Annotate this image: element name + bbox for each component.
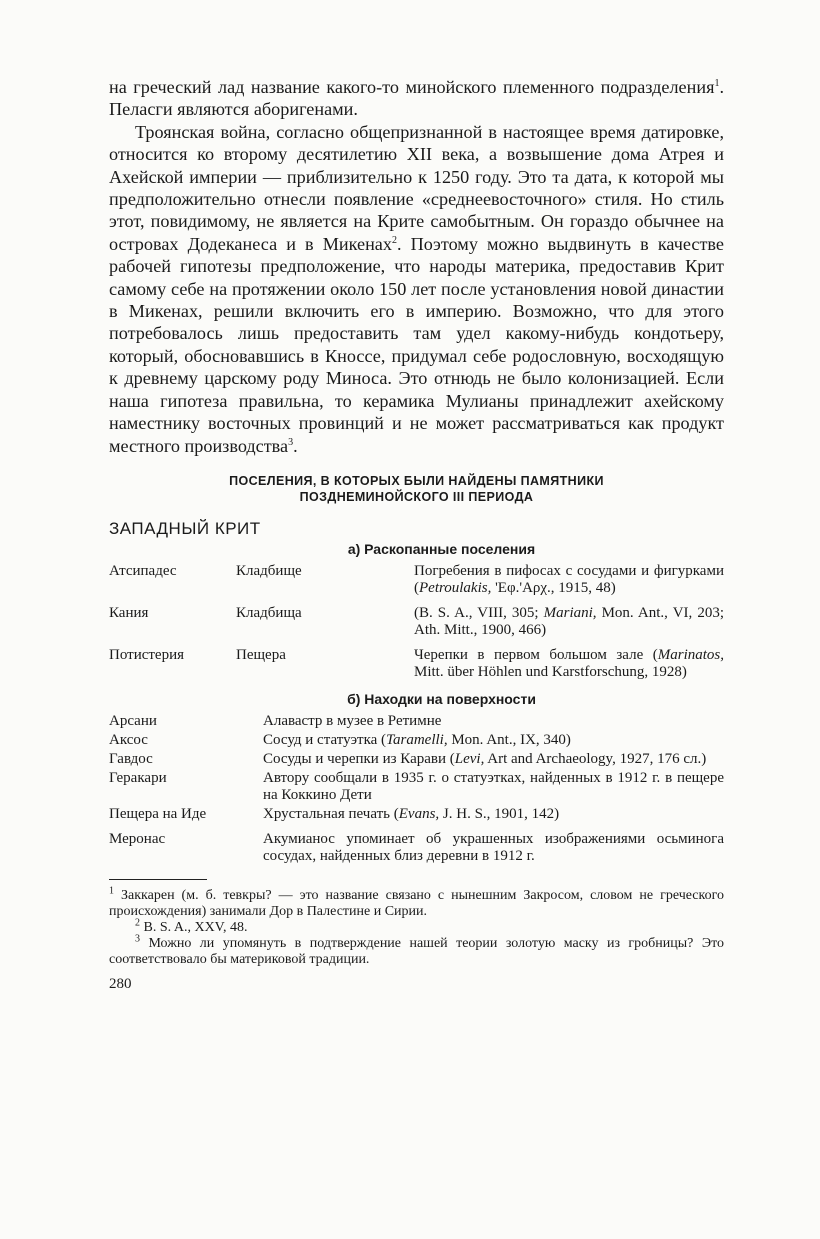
book-page [109,76,724,993]
table-row: Геракари Автору сообщали в 1935 г. о статуэтках, найденных в 1912 г. в пещере на Коккино Дети [109,769,724,803]
surface-table [109,713,724,865]
footnote-ref-1: 1 [714,77,720,89]
region-heading: ЗАПАДНЫЙ КРИТ [109,518,261,538]
footnote-2: $^2$ B. S. A., XXV, 48. [135,917,248,935]
section-title: ПОСЕЛЕНИЯ, В КОТОРЫХ БЫЛИ НАЙДЕНЫ ПАМЯТНИКИ ПОЗДНЕМИНОЙСКОГО III ПЕРИОДА [229,473,604,504]
excavated-table [109,563,724,681]
table-row: Аксос Сосуд и статуэтка (Taramelli, Mon. Ant., IX, 340) [109,731,571,748]
page-number: 280 [109,975,132,992]
table-row: Пещера на Иде Хрустальная печать (Evans, J. H. S., 1901, 142) [109,805,560,822]
footnotes [109,885,725,968]
table-row: Потистерия Пещера Черепки в первом большом зале (Marinatos, Mitt. über Höhlen und Karstforschung, 1928) [109,646,724,680]
footnote-1: $^1$ Заккарен (м. б. тевкры? — это название связано с нынешним Закросом, словом не греческого происхождения) занимали Дор в Палестине и Сирии. [109,885,725,919]
subhead-surface: б) Находки на поверхности [347,690,536,707]
table-row: Гавдос Сосуды и черепки из Карави (Levi, Art and Archaeology, 1927, 176 сл.) [109,750,707,767]
footnote-3: $^3$ Можно ли упомянуть в подтверждение нашей теории золотую маску из гробницы? Это соответствовало бы материковой традиции. [109,933,725,967]
footnote-ref-2: 2 [391,234,397,246]
paragraph-1: на греческий лад название какого-то минойского племенного подразделения$^1$. Пеласги являются аборигенами. [109,77,724,120]
footnote-divider [109,879,207,880]
paragraph-2: Троянская война, согласно общепризнанной в настоящее время датировке, относится ко второму десятилетию XII века, а возвышение дома Атрея и Ахейской империи — приблизительно к 1250 году. Это та дата, к которой мы предположительно отнесли появление «среднеевосточного» стиля. Но стиль этот, повидимому, не является на Крите самобытным. Он гораздо обычнее на островах Додеканеса и в Микенах$^2$. Поэтому можно выдвинуть в качестве рабочей гипотезы предположение, что народы материка, предоставив Крит самому себе на протяжении около 150 лет после установления новой династии в Микенах, решили включить его в империю. Возможно, что для этого потребовалось лишь предоставить там удел какому-нибудь кондотьеру, который, обосновавшись в Кноссе, придумал себе родословную, восходящую к древнему царскому роду Миноса. Это отнюдь не было колонизацией. Если наша гипотеза правильна, то керамика Мулианы принадлежит ахейскому наместнику восточных провинций и не может рассматриваться как продукт местного производства$^3$. [109,121,724,456]
table-row: Меронас Акумианос упоминает об украшенных изображениями осьминога сосудах, найденных близ деревни в 1912 г. [109,830,724,864]
table-row: Кания Кладбища (B. S. A., VIII, 305; Mariani, Mon. Ant., VI, 203; Ath. Mitt., 1900, 466) [109,604,725,638]
footnote-ref-3: 3 [288,436,294,448]
table-row: Арсани Алавастр в музее в Ретимне [109,712,442,729]
table-row: Атсипадес Кладбище Погребения в пифосах с сосудами и фигурками (Petroulakis, 'Εφ.'Αρχ., 1915, 48) [109,562,724,596]
subhead-excavated: а) Раскопанные поселения [347,540,536,557]
